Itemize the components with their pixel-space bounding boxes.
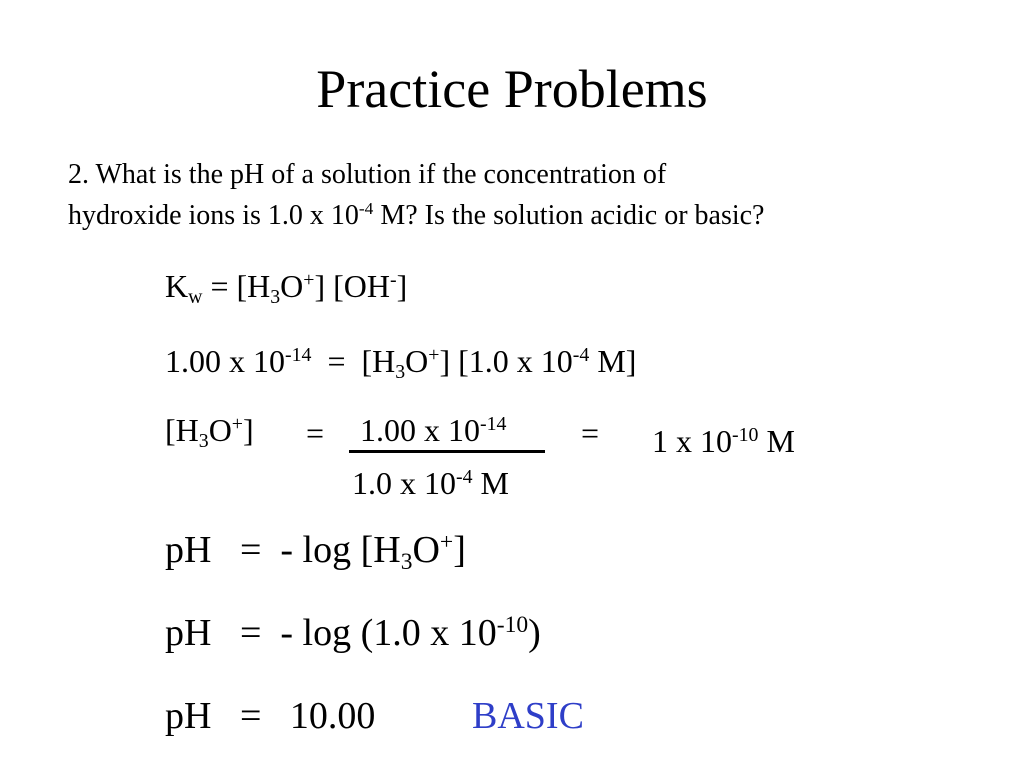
subscript: 3 [400,549,413,576]
superscript: - [390,269,397,292]
hydronium-result [652,423,795,460]
eq-part: pH = - log (1.0 x 10 [165,612,497,654]
slide-title: Practice Problems [316,59,708,119]
superscript: -14 [285,344,312,367]
eq-part: ] [OH [314,268,390,304]
eq-part: [H [165,412,199,448]
superscript: -10 [732,424,759,447]
eq-part: ) [528,612,541,654]
ph-substitution-line [165,611,541,655]
kw-equation [165,268,408,308]
eq-part: O [208,412,232,448]
superscript: + [428,344,440,367]
subscript: 3 [198,429,209,452]
eq-part: ] [453,529,466,571]
eq-part: O [405,343,429,379]
eq-part: pH = - log [H [165,529,401,571]
equals-sign: = [306,415,325,451]
question-text-part: M? Is the solution acidic or basic? [373,200,765,231]
superscript: -4 [572,344,590,367]
eq-part: 1.0 x 10 [352,465,456,501]
superscript: + [303,269,315,292]
eq-part: M] [589,343,637,379]
eq-part: 1.00 x 10 [360,412,480,448]
question-text [68,154,764,236]
fraction-bar [349,450,545,453]
superscript: -4 [456,466,473,489]
eq-part: = [H [202,268,271,304]
subscript: 3 [395,360,406,383]
eq-part: ] [242,412,254,448]
eq-part: = [H [311,343,396,379]
superscript: + [231,413,243,436]
ph-result-line: pH = 10.00 [165,695,376,737]
fraction-numerator [360,412,506,449]
eq-part: ] [396,268,408,304]
ph-formula-line [165,528,466,576]
equals-sign: = [581,415,600,451]
eq-part: M [758,423,795,459]
eq-part: O [280,268,304,304]
superscript: -10 [496,612,529,639]
superscript: -14 [480,413,507,436]
eq-part: 1.00 x 10 [165,343,285,379]
eq-part: O [412,529,440,571]
answer-basic: BASIC [472,695,584,737]
fraction-denominator [352,465,509,502]
hydronium-lhs [165,412,254,452]
eq-part: 1 x 10 [652,423,732,459]
subscript: 3 [270,285,281,308]
superscript: + [439,529,454,556]
question-line-2 [68,195,764,236]
eq-part: ] [1.0 x 10 [439,343,573,379]
question-line-1: 2. What is the pH of a solution if the concentration of [68,159,667,190]
substitution-equation [165,343,637,383]
exponent: -4 [358,199,374,219]
eq-part: M [472,465,509,501]
eq-part: K [165,268,189,304]
subscript: w [188,285,203,308]
question-text-part: hydroxide ions is 1.0 x 10 [68,200,359,231]
